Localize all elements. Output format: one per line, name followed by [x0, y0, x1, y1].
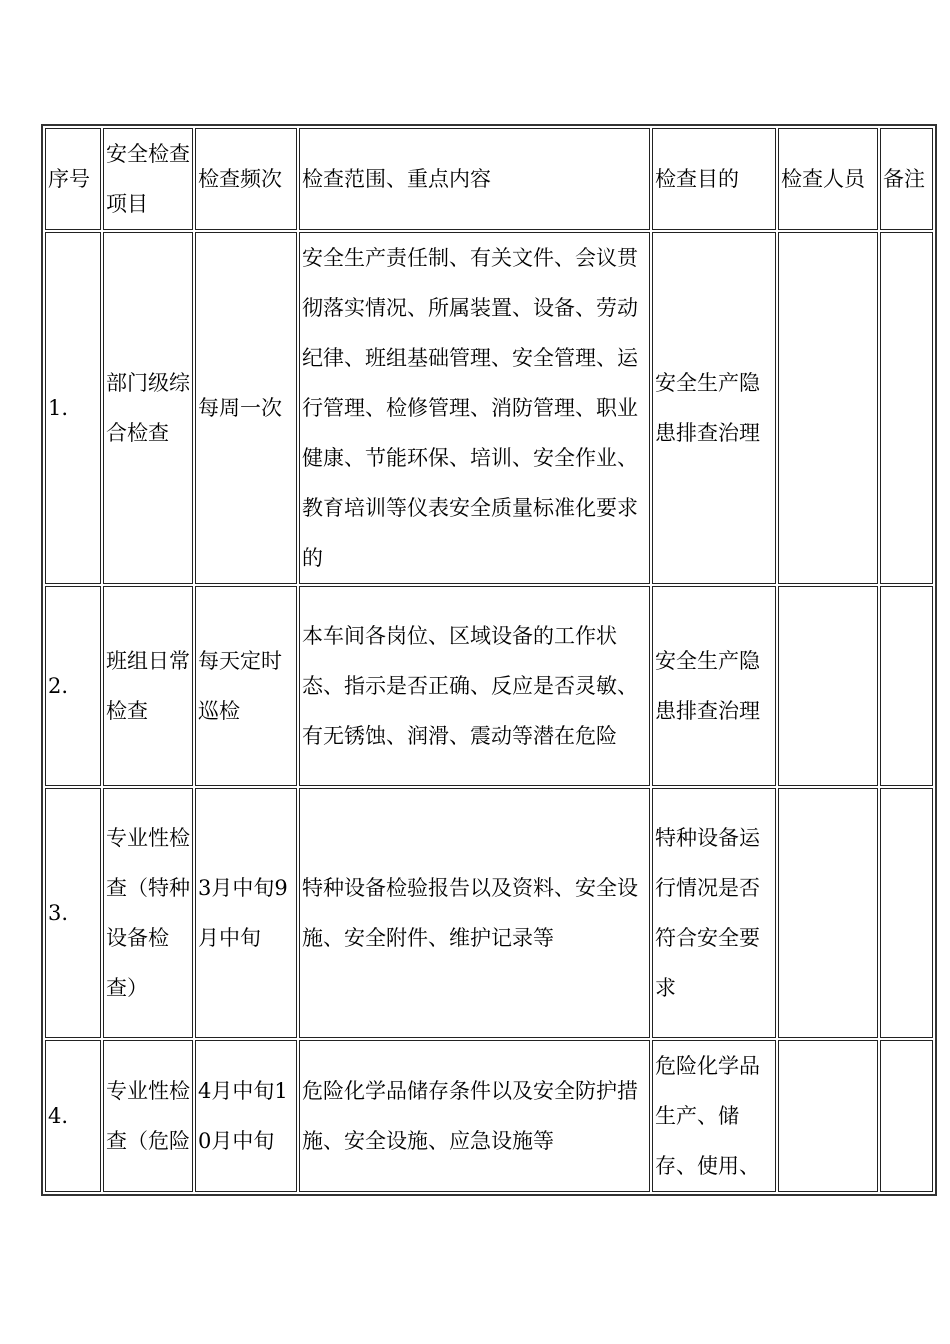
row-item: 专业性检查（特种设备检查）	[103, 788, 193, 1038]
row-seq: 2.	[45, 586, 101, 786]
row-frequency: 每天定时巡检	[195, 586, 297, 786]
table-header-row	[45, 128, 933, 230]
row-inspectors	[778, 1040, 878, 1192]
row-remarks	[880, 232, 933, 584]
row-purpose: 安全生产隐患排查治理	[652, 586, 776, 786]
row-scope: 特种设备检验报告以及资料、安全设施、安全附件、维护记录等	[299, 788, 650, 1038]
header-purpose: 检查目的	[652, 128, 776, 230]
header-seq: 序号	[45, 128, 101, 230]
row-seq: 1.	[45, 232, 101, 584]
row-remarks	[880, 1040, 933, 1192]
row-scope: 安全生产责任制、有关文件、会议贯彻落实情况、所属装置、设备、劳动纪律、班组基础管理、安全管理、运行管理、检修管理、消防管理、职业健康、节能环保、培训、安全作业、教育培训等仪表安全质量标准化要求的	[299, 232, 650, 584]
row-seq: 4.	[45, 1040, 101, 1192]
row-inspectors	[778, 788, 878, 1038]
header-scope: 检查范围、重点内容	[299, 128, 650, 230]
row-frequency: 4月中旬10月中旬	[195, 1040, 297, 1192]
header-remarks: 备注	[880, 128, 933, 230]
row-item: 专业性检查（危险	[103, 1040, 193, 1192]
row-item: 部门级综合检查	[103, 232, 193, 584]
header-frequency: 检查频次	[195, 128, 297, 230]
row-frequency: 3月中旬9月中旬	[195, 788, 297, 1038]
row-purpose: 危险化学品生产、储存、使用、	[652, 1040, 776, 1192]
inspection-table	[41, 124, 937, 1196]
table-row	[45, 232, 933, 584]
row-scope: 本车间各岗位、区域设备的工作状态、指示是否正确、反应是否灵敏、有无锈蚀、润滑、震动等潜在危险	[299, 586, 650, 786]
row-frequency: 每周一次	[195, 232, 297, 584]
header-inspectors: 检查人员	[778, 128, 878, 230]
table-row	[45, 1040, 933, 1192]
row-seq: 3.	[45, 788, 101, 1038]
table-row	[45, 586, 933, 786]
row-remarks	[880, 586, 933, 786]
header-item: 安全检查项目	[103, 128, 193, 230]
table-row	[45, 788, 933, 1038]
row-inspectors	[778, 586, 878, 786]
row-remarks	[880, 788, 933, 1038]
row-purpose: 特种设备运行情况是否符合安全要求	[652, 788, 776, 1038]
row-purpose: 安全生产隐患排查治理	[652, 232, 776, 584]
row-inspectors	[778, 232, 878, 584]
row-scope: 危险化学品储存条件以及安全防护措施、安全设施、应急设施等	[299, 1040, 650, 1192]
row-item: 班组日常检查	[103, 586, 193, 786]
